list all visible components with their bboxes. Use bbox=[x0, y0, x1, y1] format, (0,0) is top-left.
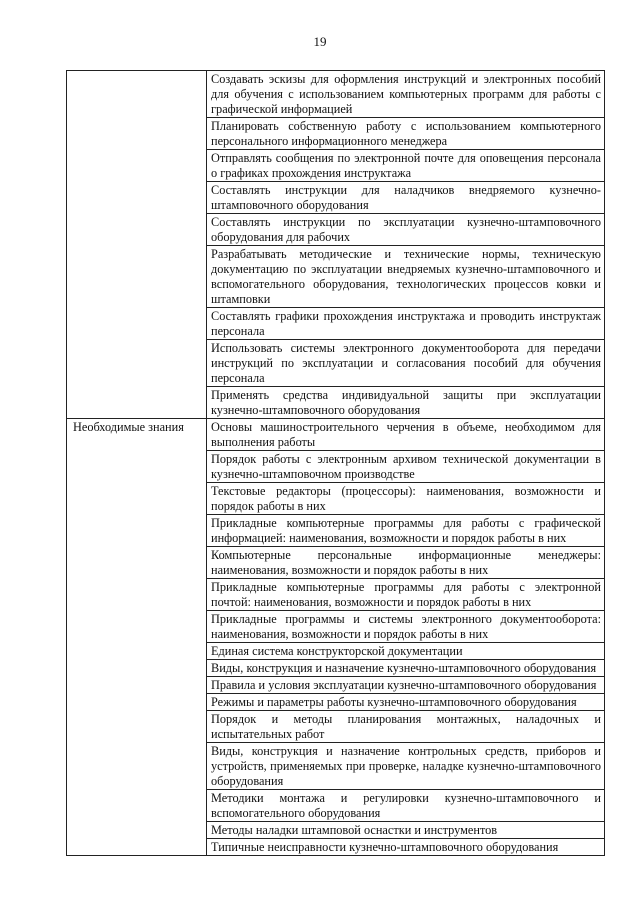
page-number: 19 bbox=[313, 34, 327, 49]
requirement-cell: Составлять инструкции по эксплуатации кузнечно-штамповочного оборудования для рабочих bbox=[207, 214, 605, 246]
requirement-cell: Основы машиностроительного черчения в объеме, необходимом для выполнения работы bbox=[207, 419, 605, 451]
requirement-cell: Разрабатывать методические и технические нормы, техническую документацию по эксплуатации внедряемых кузнечно-штамповочного и вспомогательного оборудования, технологических процессов ковки и штамповки bbox=[207, 246, 605, 308]
requirement-cell: Прикладные программы и системы электронного документооборота: наименования, возможности и порядок работы в них bbox=[207, 611, 605, 643]
category-cell-knowledge bbox=[67, 419, 207, 856]
requirements-table bbox=[66, 70, 605, 856]
requirement-cell: Виды, конструкция и назначение контрольных средств, приборов и устройств, применяемых при проверке, наладке кузнечно-штамповочного оборудования bbox=[207, 743, 605, 790]
requirement-cell: Виды, конструкция и назначение кузнечно-штамповочного оборудования bbox=[207, 660, 605, 677]
requirement-cell: Создавать эскизы для оформления инструкций и электронных пособий для обучения с использованием компьютерных программ для работы с графической информацией bbox=[207, 71, 605, 118]
requirement-cell: Порядок работы с электронным архивом технической документации в кузнечно-штамповочном производстве bbox=[207, 451, 605, 483]
table-row bbox=[67, 419, 605, 451]
requirement-cell: Планировать собственную работу с использованием компьютерного персонального информационного менеджера bbox=[207, 118, 605, 150]
category-cell-skills bbox=[67, 71, 207, 419]
requirement-cell: Отправлять сообщения по электронной почте для оповещения персонала о графиках прохождения инструктажа bbox=[207, 150, 605, 182]
requirement-cell: Составлять графики прохождения инструктажа и проводить инструктаж персонала bbox=[207, 308, 605, 340]
requirement-cell: Методики монтажа и регулировки кузнечно-штамповочного и вспомогательного оборудования bbox=[207, 790, 605, 822]
requirement-cell: Порядок и методы планирования монтажных, наладочных и испытательных работ bbox=[207, 711, 605, 743]
requirement-cell: Единая система конструкторской документации bbox=[207, 643, 605, 660]
requirement-cell: Применять средства индивидуальной защиты при эксплуатации кузнечно-штамповочного оборудования bbox=[207, 387, 605, 419]
table-row bbox=[67, 71, 605, 118]
requirement-cell: Текстовые редакторы (процессоры): наименования, возможности и порядок работы в них bbox=[207, 483, 605, 515]
requirement-cell: Прикладные компьютерные программы для работы с графической информацией: наименования, возможности и порядок работы в них bbox=[207, 515, 605, 547]
requirement-cell: Типичные неисправности кузнечно-штамповочного оборудования bbox=[207, 839, 605, 856]
requirement-cell: Режимы и параметры работы кузнечно-штамповочного оборудования bbox=[207, 694, 605, 711]
category-label: Необходимые знания bbox=[73, 420, 184, 434]
requirement-cell: Компьютерные персональные информационные менеджеры: наименования, возможности и порядок работы в них bbox=[207, 547, 605, 579]
requirement-cell: Использовать системы электронного документооборота для передачи инструкций по эксплуатации и согласования пособий для обучения персонала bbox=[207, 340, 605, 387]
requirement-cell: Правила и условия эксплуатации кузнечно-штамповочного оборудования bbox=[207, 677, 605, 694]
requirement-cell: Методы наладки штамповой оснастки и инструментов bbox=[207, 822, 605, 839]
requirement-cell: Прикладные компьютерные программы для работы с электронной почтой: наименования, возможности и порядок работы в них bbox=[207, 579, 605, 611]
requirements-table-body bbox=[67, 71, 605, 856]
requirement-cell: Составлять инструкции для наладчиков внедряемого кузнечно-штамповочного оборудования bbox=[207, 182, 605, 214]
